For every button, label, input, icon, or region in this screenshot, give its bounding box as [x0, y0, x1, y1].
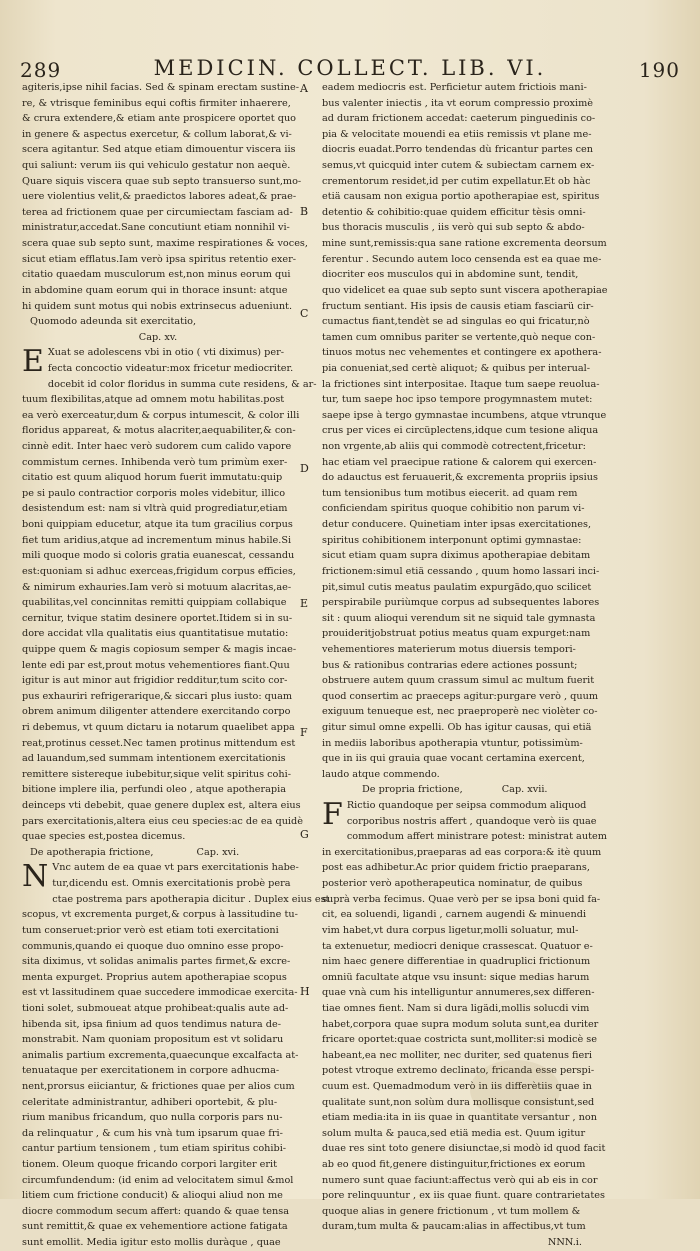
margin-letter: C	[300, 307, 309, 320]
text-line: nent,prorsus eiiciantur, & frictiones quae per alios cum	[22, 1081, 295, 1092]
text-line: nim haec genere differentiae in quadruplici frictionum	[322, 956, 591, 968]
chapter-number-16: Cap. xvi.	[196, 846, 240, 858]
text-line: Vnc autem de ea quae vt pars exercitationis habe-	[52, 862, 299, 874]
text-line: detentio & cohibitio:quae quidem efficitur tèsis omni-	[322, 206, 586, 218]
text-line: remittere sistereque iubebitur,sique velit spiritus cohi-	[22, 768, 291, 780]
text-line: tamen cum omnibus pariter se vertente,quò neque con-	[322, 331, 596, 343]
text-line: ctae postrema pars apotherapia dicitur . Duplex eius est	[52, 893, 330, 905]
text-line: cinnè edit. Inter haec verò sudorem cum calido vapore	[22, 441, 292, 453]
text-line: est:quoniam si adhuc exerceas,frigidum corpus efficies,	[22, 565, 296, 577]
text-line: & crura extendere,& etiam ante prospicere oportet quo	[22, 113, 297, 125]
text-line: tum tensionibus tum motibus eiecerit. ad quam rem	[322, 487, 578, 499]
text-line: potest vtroque extremo declinato, fricanda esse perspi-	[322, 1065, 595, 1077]
text-line: bus & rationibus contrarias edere actiones possunt;	[322, 659, 578, 671]
text-line: ad lauandum,sed summam intentionem exercitationis	[22, 753, 286, 765]
text-line: ea verò exerceatur,dum & corpus intumescit, & color illi	[22, 409, 300, 421]
text-line: ab eo quod fit,genere distinguitur,frictiones ex eorum	[322, 1159, 586, 1171]
text-line: mine sunt,remissis:qua sane ratione excrementa deorsum	[322, 238, 607, 250]
text-line: diocre commodum secum affert: quando & quae tensa	[22, 1205, 289, 1217]
text-line: igitur is aut minor aut frigidior redditur,tum scito cor-	[22, 675, 288, 687]
text-line: crus per vices ei circüplectens,idque cum tesione aliqua	[322, 425, 599, 437]
text-line: corporibus nostris affert , quandoque verò iis quae	[346, 815, 597, 827]
text-line: quoque alias in genere frictionum , vt tum mollem &	[322, 1205, 581, 1217]
text-line: ad duram frictionem accedat: caeterum pinguedinis co-	[322, 113, 596, 125]
text-line: semus,vt quicquid inter cutem & subiectam carnem ex-	[322, 160, 595, 172]
margin-letter: A	[300, 82, 308, 95]
chapter-number-17: Cap. xvii.	[501, 784, 548, 796]
text-line: la frictiones sint interpositae. Itaque tum saepe reuolua-	[322, 378, 600, 390]
text-line: numero sunt quae faciunt:affectus verò qui ab eis in cor	[322, 1174, 598, 1186]
text-line: sicut etiam efflatus.Iam verò ipsa spiritus retentio exer-	[22, 253, 297, 265]
text-line: pars exercitationis,altera eius ceu species:ac de ea quidè	[22, 815, 303, 827]
text-line: uere violentius velit,& praedictos labores adeat,& prae-	[22, 191, 297, 203]
text-line: & nimirum exhauries.Iam verò si motuum alacritas,ae-	[22, 581, 292, 593]
text-line: tiae omnes fient. Nam si dura ligädi,mollis solucdi vim	[322, 1002, 590, 1014]
margin-letter: G	[300, 828, 309, 841]
text-line: da relinquatur , & cum his vnà tum ipsarum quae fri-	[22, 1127, 283, 1139]
text-line: obstruere autem quum crassum simul ac multum fuerit	[322, 675, 595, 687]
text-line: hi quidem sunt motus qui nobis extrinsecus adueniunt.	[22, 300, 293, 312]
text-line: sunt emollit. Media igitur esto mollis duràque , quae	[22, 1237, 281, 1249]
margin-letter: E	[300, 597, 309, 610]
text-line: rium manibus fricandum, quo nulla corporis pars nu-	[22, 1112, 283, 1124]
text-line: tinuos motus nec vehementes et contingere ex apothera-	[322, 347, 602, 359]
text-line: fecta concoctio videatur:mox fricetur mediocriter.	[47, 362, 294, 374]
text-line: cantur partium tensionem , tum etiam spiritus cohibi-	[22, 1143, 287, 1155]
text-line: tionem. Oleum quoque fricando corpori largiter erit	[22, 1159, 278, 1171]
text-line: scera agitantur. Sed atque etiam dimouentur viscera iis	[22, 144, 296, 156]
text-line: detur conducere. Quinetiam inter ipsas exercitationes,	[322, 519, 592, 531]
text-line: tuum flexibilitas,atque ad omnem motu habilitas.post	[22, 394, 285, 406]
text-line: ta extenuetur, mediocri denique crassescat. Quatuor e-	[322, 940, 593, 952]
text-line: diocriter eos musculos qui in abdomine sunt, tendit,	[322, 269, 579, 281]
text-line: tioni solet, submoueat atque prohibeat:qualis aute ad-	[22, 1002, 289, 1014]
chapter-title-16: De apotherapia frictione, Cap. xvi.	[30, 846, 240, 858]
text-line: menta expurget. Proprius autem apotherapiae scopus	[22, 971, 287, 983]
margin-letter: B	[300, 205, 309, 218]
text-line: sunt remittit,& quae ex vehementiore actione fatigata	[22, 1221, 288, 1233]
text-line: in genere & aspectus exercetur, & collum laborat,& vi-	[22, 128, 292, 140]
text-line: bitione implere ilia, perfundi oleo , atque apotherapia	[22, 784, 286, 796]
text-line: ferentur . Secundo autem loco censenda est ea quae me-	[322, 253, 602, 265]
drop-initial: F	[322, 797, 343, 833]
text-line: gitur simul omne expelli. Ob has igitur causas, qui etiä	[322, 721, 592, 733]
text-line: etiä causam non exigua portio apotherapiae est, spiritus	[322, 191, 600, 203]
text-line: diocris euadat.Porro tendendas dù fricantur partes cen	[322, 144, 594, 156]
text-line: frictionem:simul etiä cessando , quum homo lassari inci-	[322, 565, 600, 577]
text-line: quabilitas,vel concinnitas remitti quippiam collabique	[22, 597, 287, 609]
text-line: dore accidat vlla qualitatis eius quantitatisue mutatio:	[22, 628, 289, 640]
text-line: quae species est,postea dicemus.	[22, 831, 186, 843]
text-line: crementorum residet,id per cutim expellatur.Et ob hàc	[322, 175, 591, 187]
text-line: vim habet,vt dura corpus ligetur,molli soluatur, mul-	[322, 924, 579, 936]
text-line: qualitate sunt,non solùm dura mollisque consistunt,sed	[322, 1096, 595, 1108]
text-line: Rictio quandoque per seipsa commodum aliquod	[346, 800, 587, 812]
running-title: MEDICIN. COLLECT. LIB. VI.	[153, 56, 547, 80]
text-line: bus valenter iniectis , ita vt eorum compressio proximè	[322, 97, 594, 109]
text-line: Xuat se adolescens vbi in otio ( vti diximus) per-	[47, 347, 284, 359]
text-line: citatio quaedam musculorum est,non minus eorum qui	[22, 269, 291, 281]
text-line: in exercitationibus,praeparas ad eas corpora:& itè quum	[322, 846, 602, 858]
paper-stain	[470, 1060, 560, 1120]
text-line: reat,protinus cesset.Nec tamen protinus mittendum est	[22, 737, 296, 749]
left-column	[22, 80, 330, 1251]
text-line: sicut etiam quam supra diximus apotherapiae debitam	[322, 550, 591, 562]
text-line: obrem animum diligenter attendere exercitando corpo	[22, 706, 291, 718]
drop-initial: E	[22, 344, 44, 380]
text-line: commistum cernes. Inhibenda verò tum primùm exer-	[22, 456, 288, 468]
text-line: ri debemus, vt quum dictaru ia notarum quaelibet appa	[22, 721, 295, 733]
text-line: saepe ipse à tergo gymnastae incumbens, atque vtrunque	[322, 409, 607, 421]
text-line: pore relinquuntur , ex iis quae fiunt. quare contrarietates	[322, 1190, 605, 1202]
text-line: non vrgente,ab aliis qui commodè cotrectent,fricetur:	[322, 441, 586, 453]
margin-letter: D	[300, 462, 309, 475]
text-line: prouideritjobstruat potius meatus quam expurget:nam	[322, 628, 591, 640]
text-line: animalis partium excrementa,quaecunque excalfacta at-	[22, 1049, 299, 1061]
text-line: hac etiam vel praecipue ratione & calorem qui exercen-	[322, 456, 597, 468]
text-line: habet,corpora quae supra modum soluta sunt,ea duriter	[322, 1018, 599, 1030]
text-line: eadem mediocris est. Perficietur autem frictiois mani-	[322, 82, 587, 93]
text-line: cuum est. Quemadmodum verò in iis differètiis quae in	[322, 1081, 592, 1092]
text-line: boni quippiam educetur, atque ita tum gracilius corpus	[22, 519, 293, 531]
text-line: que in iis qui grauia quae vocant certamina exercent,	[322, 753, 585, 765]
text-line: fricare oportet:quae costricta sunt,molliter:si modicè se	[322, 1034, 597, 1046]
text-line: terea ad frictionem quae per circumiectam fasciam ad-	[22, 206, 293, 218]
text-line: scera quae sub septo sunt, maxime respirationes & voces,	[22, 238, 308, 250]
text-line: pe si paulo contractior corporis moles videbitur, illico	[22, 487, 286, 499]
text-line: quippe quem & magis copiosum semper & magis incae-	[22, 643, 297, 655]
text-line: etiam media:ita in iis quae in quantitate versantur , non	[322, 1112, 597, 1124]
text-line: hibenda sit, ipsa finium ad quos tendimus natura de-	[22, 1018, 281, 1030]
text-line: lente edi par est,prout motus vehementiores fiant.Quu	[22, 659, 290, 671]
text-line: mili quoque modo si coloris gratia euanescat, cessandu	[22, 550, 295, 562]
text-line: re, & vtrisque feminibus equi coftis firmiter inhaerere,	[22, 97, 291, 109]
text-line: in abdomine quam eorum qui in thorace insunt: atque	[22, 284, 288, 296]
text-line: fructum sentiant. His ipsis de causis etiam fasciarü cir-	[322, 300, 594, 312]
text-line: cumactus fiant,tendèt se ad singulas eo qui fricatur,nò	[322, 316, 590, 328]
text-line: monstrabit. Nam quoniam propositum est vt solidaru	[22, 1034, 284, 1046]
margin-letter: H	[300, 985, 310, 998]
text-line: celeritate administrantur, adhiberi oportebit, & plu-	[22, 1096, 278, 1108]
text-line: quo videlicet ea quae sub septo sunt viscera apotherapiae	[322, 284, 608, 296]
text-line: cit, ea soluendi, ligandi , carnem augendi & minuendi	[322, 909, 587, 921]
text-line: pia conueniat,sed certè aliquot; & quibus per interual-	[322, 362, 591, 374]
text-line: exiguum tenueque est, nec praeproperè nec violèter co-	[322, 706, 598, 718]
text-line: communis,quando ei quoque duo omnino esse propo-	[22, 940, 284, 952]
text-line: suprà verba fecimus. Quae verò per se ipsa boni quid fa-	[322, 893, 601, 905]
text-line: tur,dicendu est. Omnis exercitationis probè pera	[52, 878, 291, 890]
text-line: tum conseruet:prior verò est etiam toti exercitationi	[22, 924, 279, 936]
page-number-left: 289	[20, 58, 62, 82]
text-line: tur, tum saepe hoc ipso tempore progymnastem mutet:	[322, 394, 593, 406]
text-line: desistendum est: nam si vltrà quid progrediatur,etiam	[22, 503, 288, 515]
text-line: cernitur, tvique statim desinere oportet.Itidem si in su-	[22, 612, 293, 624]
text-line: in mediis laboribus apotherapia vtuntur, potissimùm-	[322, 737, 583, 749]
text-line: sit : quum alioqui verendum sit ne siquid tale gymnasta	[322, 612, 596, 624]
chapter-heading-15: Cap. xv.	[138, 331, 178, 343]
text-line: sita diximus, vt solidas animalis partes firmet,& excre-	[22, 956, 291, 968]
signature-mark: NNN.i.	[547, 1237, 582, 1249]
text-line: fiet tum aridius,atque ad incrementum minus habile.Si	[22, 534, 292, 546]
text-line: est vt lassitudinem quae succedere immodicae exercita-	[22, 987, 298, 999]
text-line: laudo atque commendo.	[322, 768, 440, 780]
text-line: bus thoracis musculis , iis verò qui sub septo & abdo-	[322, 222, 585, 234]
text-line: ministratur,accedat.Sane concutiunt etiam nonnihil vi-	[22, 222, 290, 234]
text-line: quod consertim ac praeceps agitur:purgare verò , quum	[322, 690, 599, 702]
text-line: pus exhauriri refrigerarique,& siccari plus iusto: quam	[22, 690, 293, 702]
text-line: do adauctus est feruauerit,& excrementa propriis ipsius	[322, 472, 598, 484]
text-line: posterior verò apotherapeutica nominatur, de quibus	[322, 878, 583, 890]
section-heading: Quomodo adeunda sit exercitatio,	[30, 316, 197, 328]
chapter-title-17: De propria frictione, Cap. xvii.	[362, 784, 548, 796]
text-line: duram,tum multa & paucam:alias in affectibus,vt tum	[322, 1221, 586, 1233]
text-line: pia & velocitate mouendi ea etiis remissis vt plane me-	[322, 128, 592, 140]
text-line: scopus, vt excrementa purget,& corpus à lassitudine tu-	[22, 909, 298, 921]
text-line: duae res sint toto genere disiunctae,si modò id quod facit	[322, 1143, 606, 1155]
text-line: spiritus cohibitionem interponunt optimi gymnastae:	[322, 534, 582, 546]
text-line: tenuataque per exercitationem in corpore adhucma-	[22, 1065, 280, 1077]
margin-letter: F	[300, 726, 308, 739]
text-line: circumfundendum: (id enim ad velocitatem simul &mol	[22, 1174, 294, 1186]
page-number-right: 190	[638, 58, 680, 82]
text-line: perspirabile puriùmque corpus ad subsequentes labores	[322, 597, 600, 609]
text-line: quae vnà cum his intelliguntur annumeres,sex differen-	[322, 987, 595, 999]
text-line: vehementiores materierum motus diuersis tempori-	[322, 643, 576, 655]
text-line: post eas adhibetur.Ac prior quidem frictio praeparans,	[322, 862, 590, 874]
text-line: agiteris,ipse nihil facias. Sed & spinam erectam sustine-	[22, 82, 299, 93]
text-line: pit,simul cutis meatus paulatim expurgädo,quo scilicet	[322, 581, 592, 593]
text-line: litiem cum frictione conducit) & alioqui aliud non me	[22, 1190, 283, 1202]
text-line: Quare siquis viscera quae sub septo transuerso sunt,mo-	[22, 175, 302, 187]
text-line: habeant,ea nec molliter, nec duriter, sed quatenus fieri	[322, 1049, 592, 1061]
drop-initial: N	[22, 859, 49, 895]
text-line: qui saliunt: verum iis qui vehiculo gestatur non aequè.	[22, 160, 291, 172]
text-line: commodum affert ministrare potest: ministrat autem	[346, 831, 607, 843]
text-line: docebit id color floridus in summa cute residens, & ar-	[47, 378, 317, 390]
text-line: omniü facultate atque vsu insunt: sique medias harum	[322, 971, 590, 983]
text-line: conficiendam spiritus quoque cohibitio non parum vi-	[322, 503, 585, 515]
text-line: floridus appareat, & motus alacriter,aequabiliter,& con-	[22, 425, 296, 437]
text-line: solum multa & pauca,sed etiä media est. Quum igitur	[322, 1127, 586, 1139]
text-line: citatio est quum aliquod horum fuerit immutatu:quip	[22, 472, 283, 484]
text-line: deinceps vti debebit, quae genere duplex est, altera eius	[22, 800, 301, 812]
